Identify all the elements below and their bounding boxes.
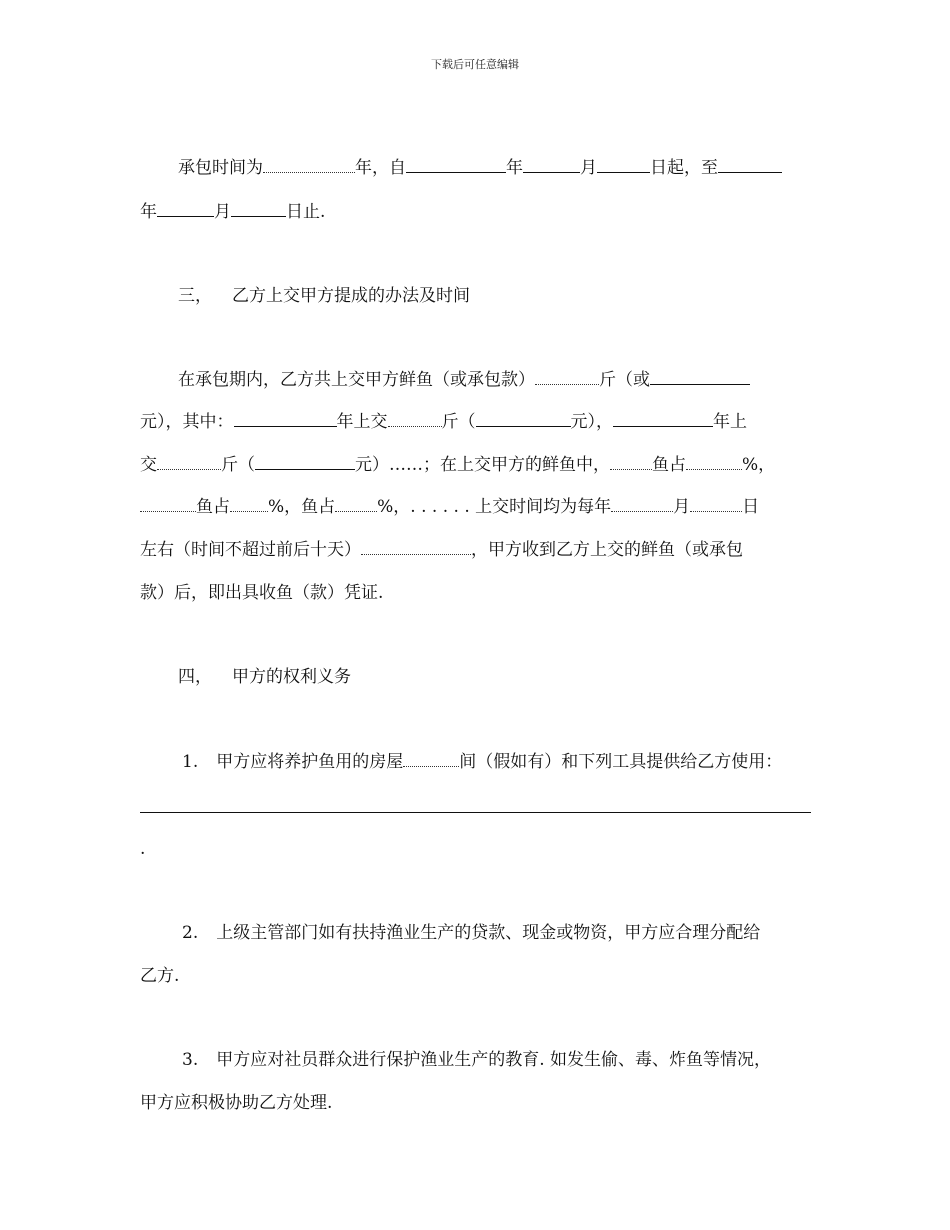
blank-years[interactable] — [263, 157, 355, 173]
blank-pay-note[interactable] — [361, 539, 471, 555]
blank-percent-2[interactable] — [230, 496, 268, 512]
section-4-item-2-line-1: 2. 上级主管部门如有扶持渔业生产的贷款、现金或物资，甲方应合理分配给 — [182, 923, 761, 943]
blank-yuan-2[interactable] — [255, 454, 355, 470]
section-4-item-3-line-2: 甲方应积极协助乙方处理. — [140, 1093, 333, 1113]
tool-list-end: . — [140, 839, 146, 859]
blank-contract-amount[interactable] — [650, 369, 750, 385]
blank-fish-type-1[interactable] — [610, 454, 652, 470]
blank-pay-month[interactable] — [611, 496, 673, 512]
contract-period-line-1: 承包时间为 年，自 年 月 日起，至 — [178, 157, 782, 179]
blank-start-day[interactable] — [597, 157, 650, 173]
blank-percent-3[interactable] — [335, 496, 377, 512]
section-4-heading: 四， 甲方的权利义务 — [178, 667, 351, 687]
blank-start-year[interactable] — [406, 157, 506, 173]
tool-list-line[interactable] — [140, 812, 811, 813]
section-3-line-2: 元），其中： 年上交 斤（ 元）， 年上 — [140, 412, 747, 432]
blank-house-rooms[interactable] — [403, 751, 459, 767]
blank-year-2[interactable] — [613, 411, 713, 427]
section-3-heading: 三， 乙方上交甲方提成的办法及时间 — [178, 286, 470, 306]
blank-pay-day[interactable] — [690, 496, 742, 512]
section-4-item-3-line-1: 3. 甲方应对社员群众进行保护渔业生产的教育. 如发生偷、毒、炸鱼等情况， — [182, 1050, 772, 1070]
blank-end-year[interactable] — [718, 157, 782, 173]
section-4-item-1: 1. 甲方应将养护鱼用的房屋 间（假如有）和下列工具提供给乙方使用： — [182, 752, 783, 772]
blank-fish-jin[interactable] — [535, 369, 599, 385]
section-3-line-3: 交 斤（ 元）……；在上交甲方的鲜鱼中， 鱼占 %， — [140, 455, 776, 475]
blank-yuan-1[interactable] — [476, 411, 571, 427]
download-watermark: 下载后可任意编辑 — [431, 58, 519, 71]
blank-start-month[interactable] — [523, 157, 580, 173]
blank-jin-2[interactable] — [157, 454, 221, 470]
section-3-line-6: 款）后，即出具收鱼（款）凭证. — [140, 583, 384, 603]
section-3-line-4: 鱼占 %，鱼占 %，. . . . . . 上交时间均为每年 月 日 — [140, 496, 759, 518]
blank-end-day[interactable] — [231, 201, 286, 217]
blank-end-month[interactable] — [157, 201, 214, 217]
blank-year-1[interactable] — [234, 411, 337, 427]
section-3-line-1: 在承包期内，乙方共上交甲方鲜鱼（或承包款） 斤（或 — [178, 369, 750, 391]
blank-fish-type-2[interactable] — [140, 496, 196, 512]
section-3-line-5: 左右（时间不超过前后十天） ，甲方收到乙方上交的鲜鱼（或承包 — [140, 540, 743, 560]
contract-period-line-2: 年 月 日止. — [140, 202, 326, 222]
blank-jin-1[interactable] — [388, 411, 442, 427]
blank-percent-1[interactable] — [686, 454, 742, 470]
section-4-item-2-line-2: 乙方. — [140, 966, 180, 986]
